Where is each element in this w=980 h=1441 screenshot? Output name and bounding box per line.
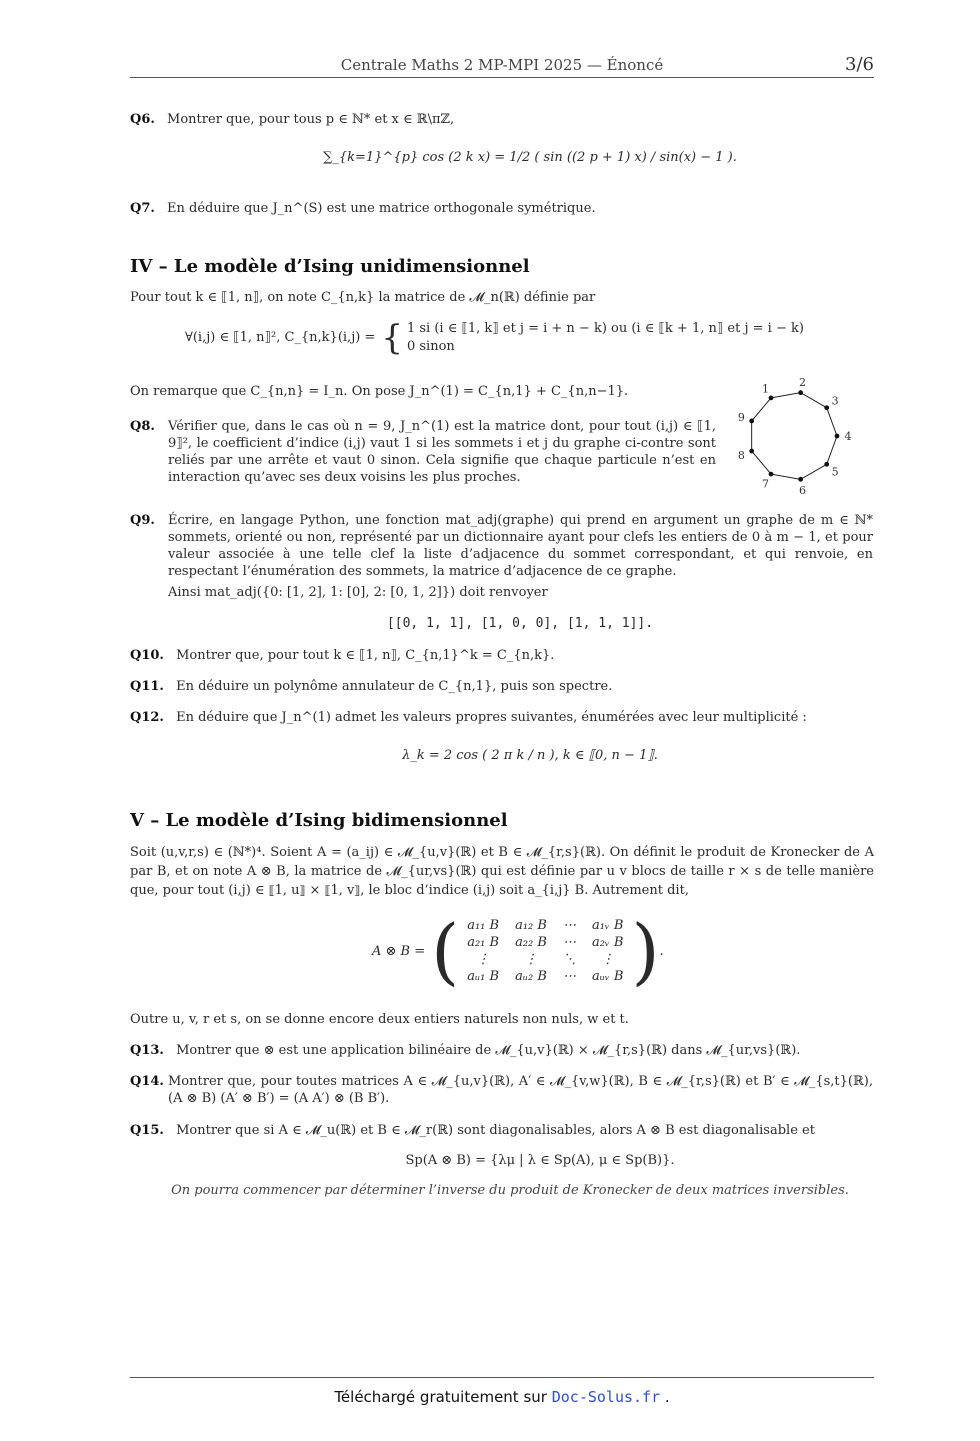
question-text: En déduire que J_n^(1) admet les valeurs propres suivantes, énumérées avec leur multiplicité :	[176, 710, 807, 725]
matrix-cell: ⋱	[562, 952, 576, 967]
graph-node	[749, 449, 754, 454]
graph-edge	[752, 451, 771, 474]
question-label: Q12.	[130, 710, 164, 725]
cycle-graph	[728, 376, 858, 496]
graph-edge	[827, 408, 837, 436]
graph-edge	[801, 464, 827, 479]
graph-node	[824, 405, 829, 410]
footer-rule	[130, 1377, 874, 1378]
question-text: Montrer que, pour tout k ∈ ⟦1, n⟧, C_{n,1}^k = C_{n,k}.	[176, 648, 555, 663]
page-header	[130, 54, 874, 78]
q12-block	[130, 709, 874, 727]
matrix-cell: a₂₂ B	[515, 935, 547, 950]
q14-label-wrap	[130, 1073, 170, 1091]
q9-label-wrap	[130, 512, 170, 530]
question-label: Q13.	[130, 1043, 164, 1058]
question-label: Q10.	[130, 648, 164, 663]
question-label: Q8.	[130, 419, 155, 434]
matrix-cell: aᵤ₁ B	[467, 969, 500, 984]
question-label: Q7.	[130, 201, 155, 216]
q12-formula: λ_k = 2 cos ( 2 π k / n ), k ∈ ⟦0, n − 1⟧.	[402, 748, 658, 763]
matrix-row	[459, 951, 631, 968]
graph-edge	[752, 398, 771, 421]
question-text: Montrer que, pour tous p ∈ ℕ* et x ∈ ℝ\πℤ,	[167, 112, 455, 127]
q8-text: Vérifier que, dans le cas où n = 9, J_n^(1) est la matrice dont, pour tout (i,j) ∈ ⟦1, 9⟧², le coefficient d’indice (i,j) vaut 1 si les sommets i et j du graphe ci-contre sont reliés par une arrête et vaut 0 sinon. Cela signifie que chaque particule n’est en interaction qu’avec ses deux voisins les plus proches.	[168, 419, 716, 485]
left-paren-icon: (	[431, 909, 460, 993]
q8-label-wrap	[130, 418, 170, 436]
q15-hint: On pourra commencer par déterminer l’inverse du produit de Kronecker de deux matrices inversibles.	[171, 1183, 849, 1198]
graph-edge	[771, 393, 801, 398]
q7-block	[130, 200, 874, 218]
graph-edge	[827, 436, 837, 464]
graph-edge	[771, 474, 801, 479]
matrix-lhs: A ⊗ B =	[372, 943, 426, 959]
matrix-cell: ⋮	[476, 952, 490, 967]
matrix-cell: ⋯	[562, 969, 576, 984]
matrix-row	[459, 917, 631, 934]
q11-block	[130, 678, 874, 696]
matrix-cell: a₁₁ B	[467, 918, 500, 933]
q6-formula: ∑_{k=1}^{p} cos (2 k x) = 1/2 ( sin ((2 p + 1) x) / sin(x) − 1 ).	[323, 150, 737, 165]
graph-node-label: 7	[762, 477, 769, 491]
matrix-cell: aᵤᵥ B	[591, 969, 624, 984]
graph-node	[798, 477, 803, 482]
q9-text: Écrire, en langage Python, une fonction mat_adj(graphe) qui prend en argument un graphe de m ∈ ℕ* sommets, orienté ou non, représenté par un dictionnaire ayant pour clefs les entiers de 0 à m − 1, et pour valeur associée à une telle clef la liste d’adjacence du sommet correspondant, et qui renvoie, en respectant l’énumération des sommets, la matrice d’adjacence de ce graphe.	[168, 513, 873, 579]
q6-block	[130, 111, 874, 129]
question-label: Q15.	[130, 1123, 164, 1138]
code-output: [[0, 1, 1], [1, 0, 0], [1, 1, 1]].	[386, 616, 654, 631]
definition-case: 0 sinon	[406, 339, 455, 354]
matrix-table	[459, 917, 631, 985]
graph-node-label: 5	[831, 465, 839, 479]
graph-node	[769, 472, 774, 477]
header-rule	[130, 77, 874, 78]
definition-case: 1 si (i ∈ ⟦1, k⟧ et j = i + n − k) ou (i ∈ ⟦k + 1, n⟧ et j = i − k)	[406, 321, 804, 336]
q10-block	[130, 647, 874, 665]
q13-block	[130, 1042, 874, 1060]
page-footer	[130, 1388, 874, 1406]
remark: On remarque que C_{n,n} = I_n. On pose J_n^(1) = C_{n,1} + C_{n,n−1}.	[130, 384, 629, 399]
matrix-period: .	[659, 943, 664, 959]
graph-node-label: 9	[737, 411, 745, 425]
graph-edge	[801, 393, 827, 408]
question-text: En déduire que J_n^(S) est une matrice orthogonale symétrique.	[167, 201, 596, 216]
q15-formula: Sp(A ⊗ B) = {λμ | λ ∈ Sp(A), μ ∈ Sp(B)}.	[405, 1153, 675, 1168]
q15-block	[130, 1122, 874, 1140]
definition	[185, 320, 885, 356]
section-title: V – Le modèle d’Ising bidimensionnel	[130, 810, 508, 831]
footer-text: Téléchargé gratuitement sur	[334, 1388, 547, 1406]
graph-node-label: 3	[831, 394, 839, 408]
matrix-row	[459, 968, 631, 985]
question-label: Q11.	[130, 679, 164, 694]
section-outro: Outre u, v, r et s, on se donne encore deux entiers naturels non nuls, w et t.	[130, 1012, 629, 1027]
graph-node-label: 1	[762, 382, 769, 396]
question-text: Montrer que ⊗ est une application bilinéaire de 𝓜_{u,v}(ℝ) × 𝓜_{r,s}(ℝ) dans 𝓜_{ur,vs}(ℝ).	[176, 1043, 801, 1058]
graph-node	[769, 395, 774, 400]
matrix-cell: ⋮	[601, 952, 615, 967]
question-label: Q9.	[130, 513, 155, 528]
graph-node	[798, 390, 803, 395]
matrix-row	[459, 934, 631, 951]
question-label: Q14.	[130, 1074, 164, 1089]
matrix-cell: ⋮	[524, 952, 538, 967]
matrix-cell: aᵤ₂ B	[515, 969, 547, 984]
definition-lhs: ∀(i,j) ∈ ⟦1, n⟧², C_{n,k}(i,j) =	[185, 330, 376, 345]
page-number: 3/6	[845, 54, 874, 75]
section-intro: Pour tout k ∈ ⟦1, n⟧, on note C_{n,k} la matrice de 𝓜_n(ℝ) définie par	[130, 290, 596, 305]
matrix-cell: ⋯	[562, 935, 576, 950]
q14-text: Montrer que, pour toutes matrices A ∈ 𝓜_{u,v}(ℝ), A′ ∈ 𝓜_{v,w}(ℝ), B ∈ 𝓜_{r,s}(ℝ) et B′ ∈ 𝓜_{s,t}(ℝ), (A ⊗ B) (A′ ⊗ B′) = (A A′) ⊗ (B B′).	[168, 1074, 873, 1106]
section-title: IV – Le modèle d’Ising unidimensionnel	[130, 256, 530, 277]
matrix-cell: a₁₂ B	[515, 918, 547, 933]
graph-node	[824, 462, 829, 467]
matrix-cell: a₂₁ B	[467, 935, 500, 950]
matrix-cell: a₁ᵥ B	[591, 918, 624, 933]
graph-node-label: 2	[799, 376, 807, 389]
brace-icon: {	[381, 318, 403, 358]
right-paren-icon: )	[631, 909, 660, 993]
footer-link[interactable]: Doc-Solus.fr	[551, 1388, 661, 1406]
q9-example: Ainsi mat_adj({0: [1, 2], 1: [0], 2: [0, 1, 2]}) doit renvoyer	[168, 585, 548, 600]
question-label: Q6.	[130, 112, 155, 127]
graph-node	[749, 419, 754, 424]
graph-node-label: 8	[737, 448, 745, 462]
graph-node-label: 6	[799, 484, 807, 496]
footer-end: .	[664, 1388, 670, 1406]
question-text: Montrer que si A ∈ 𝓜_u(ℝ) et B ∈ 𝓜_r(ℝ) sont diagonalisables, alors A ⊗ B est diagonalisable et	[176, 1123, 815, 1138]
matrix-cell: a₂ᵥ B	[591, 935, 624, 950]
graph-node	[835, 434, 840, 439]
matrix-cell: ⋯	[562, 918, 576, 933]
graph-node-label: 4	[844, 430, 852, 443]
header-title: Centrale Maths 2 MP-MPI 2025 — Énoncé	[340, 56, 664, 74]
question-text: En déduire un polynôme annulateur de C_{n,1}, puis son spectre.	[176, 679, 613, 694]
kronecker-matrix	[372, 909, 664, 993]
section-intro: Soit (u,v,r,s) ∈ (ℕ*)⁴. Soient A = (a_ij) ∈ 𝓜_{u,v}(ℝ) et B ∈ 𝓜_{r,s}(ℝ). On définit le produit de Kronecker de A par B, et on note A ⊗ B, la matrice de 𝓜_{ur,vs}(ℝ) qui est définie par u v blocs de taille r × s de telle manière que, pour tout (i,j) ∈ ⟦1, u⟧ × ⟦1, v⟧, le bloc d’indice (i,j) soit a_{i,j} B. Autrement dit,	[130, 845, 874, 898]
